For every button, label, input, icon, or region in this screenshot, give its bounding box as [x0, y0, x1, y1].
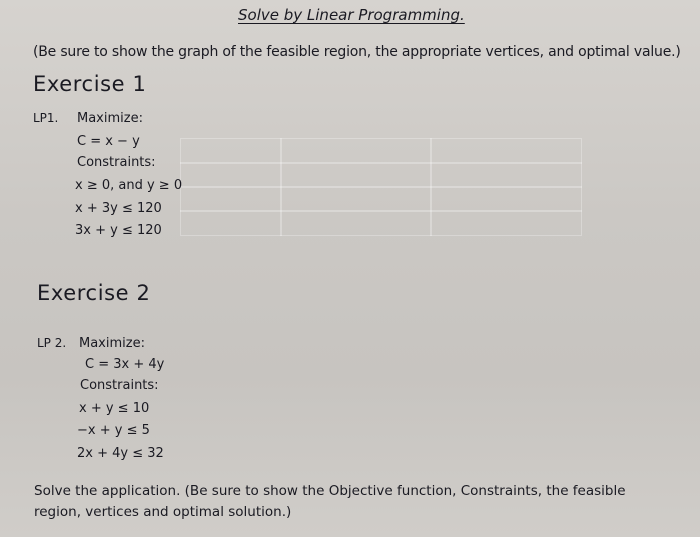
lp1-constraint: x ≥ 0, and y ≥ 0	[75, 178, 183, 193]
lp1-constraint: 3x + y ≤ 120	[75, 223, 162, 238]
application-note: Solve the application. (Be sure to show the Objective function, Constraints, the feasible region, vertices and optimal solution.)	[34, 483, 626, 520]
exercise-1-heading: Exercise 1	[33, 72, 147, 96]
lp2-constraint: −x + y ≤ 5	[77, 423, 150, 438]
lp2-maximize-label: Maximize:	[79, 336, 145, 351]
bleed-through-divider	[180, 162, 582, 164]
lp2-constraint: x + y ≤ 10	[79, 401, 150, 416]
bleed-through-divider	[180, 210, 582, 212]
instructions-note: (Be sure to show the graph of the feasible region, the appropriate vertices, and optimal value.)	[33, 44, 681, 60]
lp2-label: LP 2.	[37, 336, 67, 350]
page-title: Solve by Linear Programming.	[238, 6, 465, 24]
lp1-label: LP1.	[33, 111, 59, 125]
lp2-constraints-label: Constraints:	[80, 378, 159, 393]
lp1-maximize-label: Maximize:	[77, 111, 143, 126]
bleed-through-divider	[180, 186, 582, 188]
lp2-constraint: 2x + 4y ≤ 32	[77, 446, 164, 461]
exercise-2-heading: Exercise 2	[37, 281, 151, 305]
lp1-objective: C = x − y	[77, 134, 140, 149]
lp1-constraints-label: Constraints:	[77, 155, 156, 170]
lp2-objective: C = 3x + 4y	[85, 357, 165, 372]
lp1-constraint: x + 3y ≤ 120	[75, 201, 162, 216]
